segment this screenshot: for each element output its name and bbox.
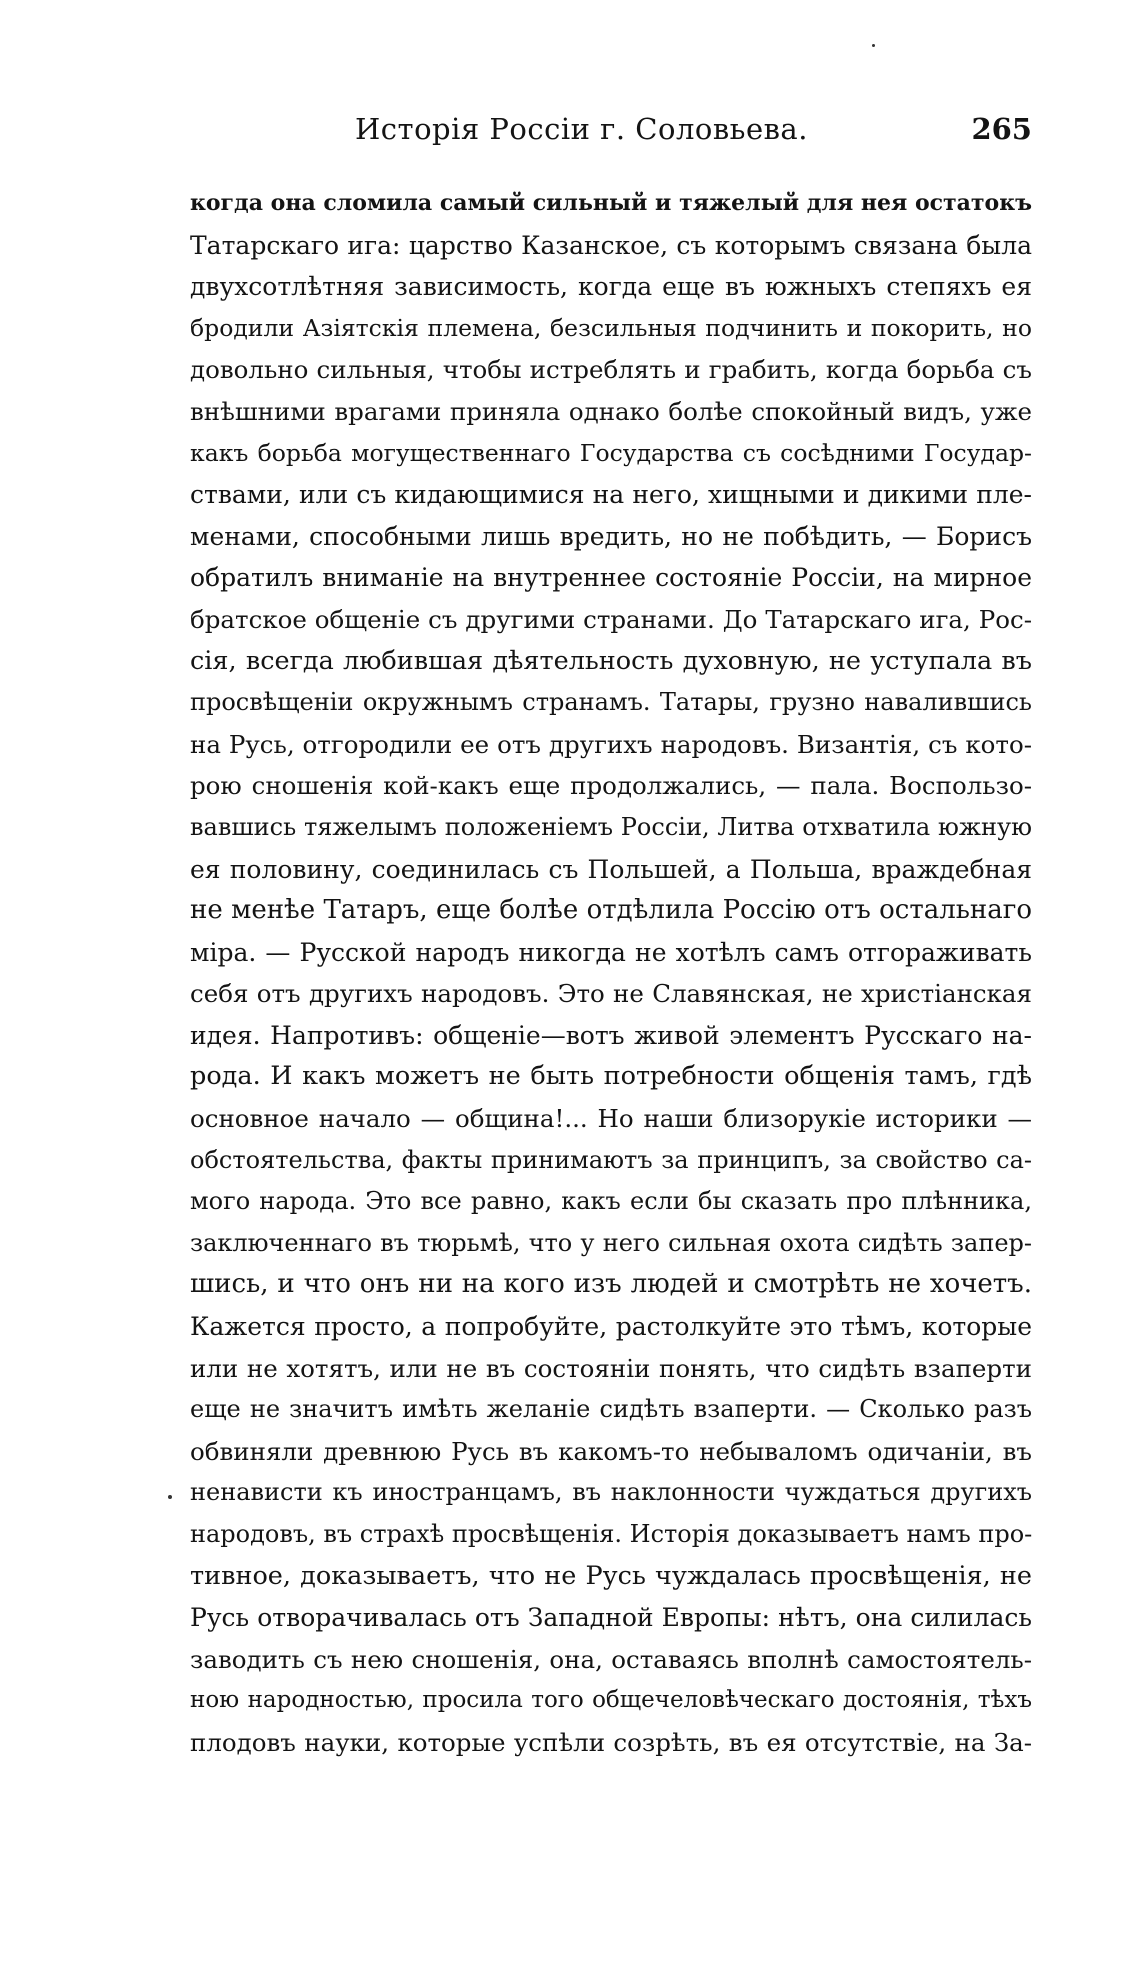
text-line: заключеннаго въ тюрьмѣ, что у него сильная охота сидѣть запер- <box>190 1228 1032 1257</box>
text-line: идея. Напротивъ: общеніе—вотъ живой элементъ Русскаго на- <box>190 1020 1032 1050</box>
text-line: рода. И какъ можетъ не быть потребности общенія тамъ, гдѣ <box>190 1061 1032 1092</box>
text-line: вавшись тяжелымъ положеніемъ Россіи, Литва отхватила южную <box>190 812 1032 841</box>
page-number: 265 <box>971 112 1032 146</box>
text-line: не менѣе Татаръ, еще болѣе отдѣлила Россію отъ остальнаго <box>190 895 1032 926</box>
page-header <box>190 112 1032 156</box>
text-line: сія, всегда любившая дѣятельность духовную, не уступала въ <box>190 645 1032 676</box>
text-line: народовъ, въ страхѣ просвѣщенія. Исторія доказываетъ намъ про- <box>190 1520 1032 1548</box>
text-line: внѣшними врагами приняла однако болѣе спокойный видъ, уже <box>190 396 1032 426</box>
text-line: плодовъ науки, которые успѣли созрѣть, въ ея отсутствіе, на За- <box>190 1727 1032 1757</box>
text-line: себя отъ другихъ народовъ. Это не Славянская, не христіанская <box>190 979 1032 1009</box>
text-line: обвиняли древнюю Русь въ какомъ-то небываломъ одичаніи, въ <box>190 1436 1032 1466</box>
text-line: Русь отворачивалась отъ Западной Европы: нѣтъ, она силилась <box>190 1603 1032 1633</box>
text-line: Татарскаго ига: царство Казанское, съ которымъ связана была <box>190 230 1032 260</box>
text-line: бродили Азіятскія племена, безсильныя подчинить и покорить, но <box>190 313 1032 342</box>
running-title: Исторія Россіи г. Соловьева. <box>355 112 808 146</box>
text-line: менами, способными лишь вредить, но не побѣдить, — Борисъ <box>190 521 1032 551</box>
text-line: или не хотятъ, или не въ состояніи понять, что сидѣть взаперти <box>190 1353 1032 1383</box>
text-line: еще не значитъ имѣть желаніе сидѣть взаперти. — Сколько разъ <box>190 1395 1032 1424</box>
text-line: обратилъ вниманіе на внутреннее состояніе Россіи, на мирное <box>190 563 1032 593</box>
text-line: когда она сломила самый сильный и тяжелый для нея остатокъ <box>190 190 1032 216</box>
text-line: Кажется просто, а попробуйте, растолкуйте это тѣмъ, которые <box>190 1312 1032 1342</box>
text-line: двухсотлѣтняя зависимость, когда еще въ южныхъ степяхъ ея <box>190 272 1032 302</box>
text-line: мого народа. Это все равно, какъ если бы сказать про плѣнника, <box>190 1187 1032 1216</box>
text-line: ствами, или съ кидающимися на него, хищными и дикими пле- <box>190 480 1032 510</box>
text-line: обстоятельства, факты принимаютъ за принципъ, за свойство са- <box>190 1145 1032 1174</box>
text-line: рою сношенія кой-какъ еще продолжались, — пала. Воспользо- <box>190 771 1032 801</box>
text-line: какъ борьба могущественнаго Государства съ сосѣдними Государ- <box>190 438 1032 467</box>
text-line: шись, и что онъ ни на кого изъ людей и смотрѣть не хочетъ. <box>190 1269 1032 1300</box>
text-line: довольно сильныя, чтобы истреблять и грабить, когда борьба съ <box>190 355 1032 385</box>
body-text <box>190 183 1032 1764</box>
print-speck <box>168 1495 172 1499</box>
text-line: братское общеніе съ другими странами. До Татарскаго ига, Рос- <box>190 604 1032 634</box>
print-speck <box>872 44 875 47</box>
text-line: ною народностью, просила того общечеловѣческаго достоянія, тѣхъ <box>190 1687 1032 1714</box>
text-line: на Русь, отгородили ее отъ другихъ народовъ. Византія, съ кото- <box>190 729 1032 759</box>
text-line: тивное, доказываетъ, что не Русь чуждалась просвѣщенія, не <box>190 1560 1032 1591</box>
text-line: ненависти къ иностранцамъ, въ наклонности чуждаться другихъ <box>190 1478 1032 1507</box>
text-line: просвѣщеніи окружнымъ странамъ. Татары, грузно навалившись <box>190 688 1032 717</box>
text-line: міра. — Русской народъ никогда не хотѣлъ самъ отгораживать <box>190 937 1032 967</box>
text-line: ея половину, соединилась съ Польшей, а Польша, враждебная <box>190 854 1032 884</box>
text-line: основное начало — община!... Но наши близорукіе историки — <box>190 1104 1032 1134</box>
text-line: заводить съ нею сношенія, она, оставаясь вполнѣ самостоятель- <box>190 1644 1032 1674</box>
